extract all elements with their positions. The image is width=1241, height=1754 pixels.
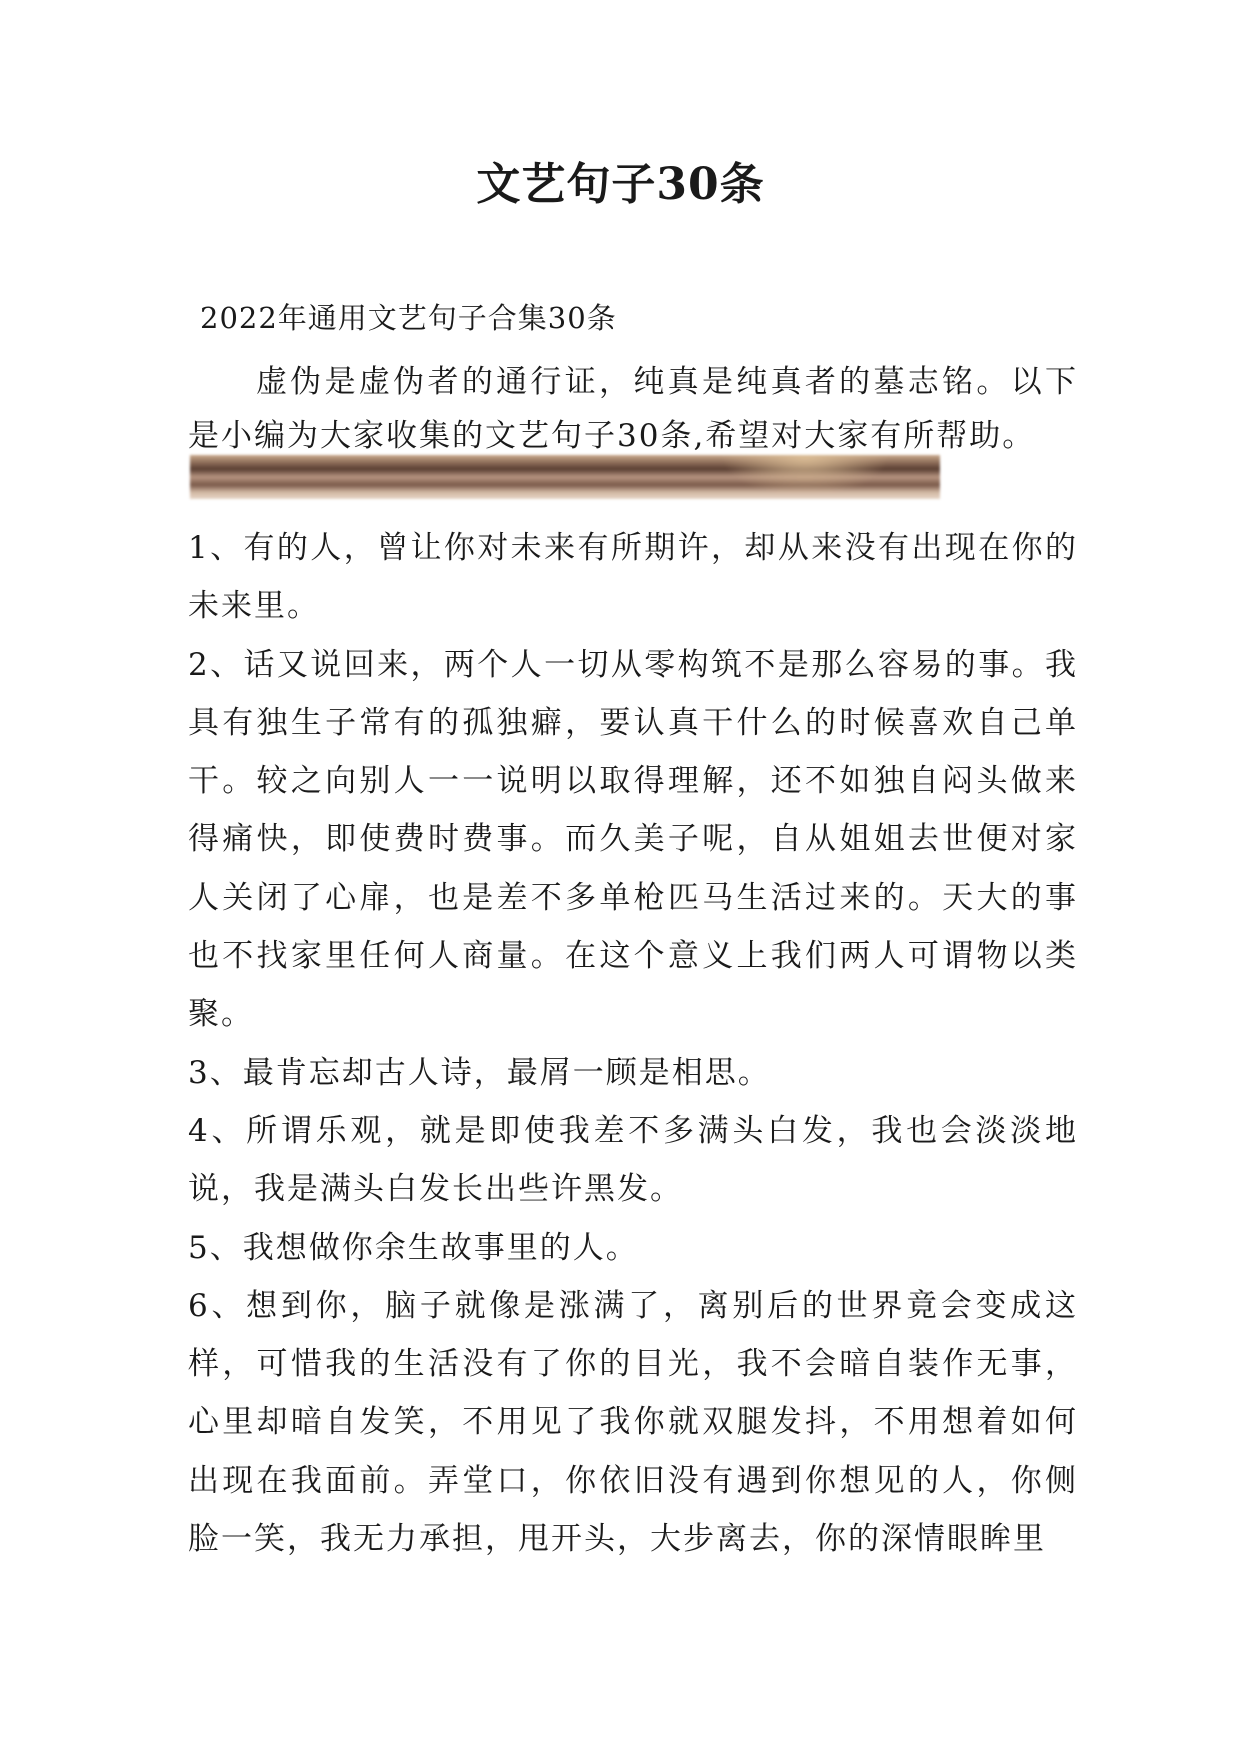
intro-paragraph: 虚伪是虚伪者的通行证，纯真是纯真者的墓志铭。以下是小编为大家收集的文艺句子30条,希望对大家有所帮助。	[188, 364, 1078, 454]
list-item: 5、我想做你余生故事里的人。	[188, 1229, 639, 1266]
banner-image	[190, 455, 940, 499]
list-item: 1、有的人，曾让你对未来有所期许，却从来没有出现在你的未来里。	[188, 530, 1078, 625]
list-item: 6、想到你，脑子就像是涨满了，离别后的世界竟会变成这样，可惜我的生活没有了你的目光，我不会暗自装作无事，心里却暗自发笑，不用见了我你就双腿发抖，不用想着如何出现在我面前。弄堂口，你依旧没有遇到你想见的人，你侧脸一笑，我无力承担，甩开头，大步离去，你的深情眼眸里	[188, 1287, 1078, 1558]
list-item: 2、话又说回来，两个人一切从零构筑不是那么容易的事。我具有独生子常有的孤独癖，要认真干什么的时候喜欢自己单干。较之向别人一一说明以取得理解，还不如独自闷头做来得痛快，即使费时费事。而久美子呢，自从姐姐去世便对家人关闭了心扉，也是差不多单枪匹马生活过来的。天大的事也不找家里任何人商量。在这个意义上我们两人可谓物以类聚。	[188, 646, 1078, 1033]
document-subtitle: 2022年通用文艺句子合集30条	[200, 301, 617, 335]
document-title: 文艺句子30条	[476, 159, 765, 210]
list-item: 4、所谓乐观，就是即使我差不多满头白发，我也会淡淡地说，我是满头白发长出些许黑发。	[188, 1112, 1078, 1208]
list-item: 3、最肯忘却古人诗，最屑一顾是相思。	[188, 1054, 771, 1091]
sentence-list	[188, 519, 1078, 1568]
